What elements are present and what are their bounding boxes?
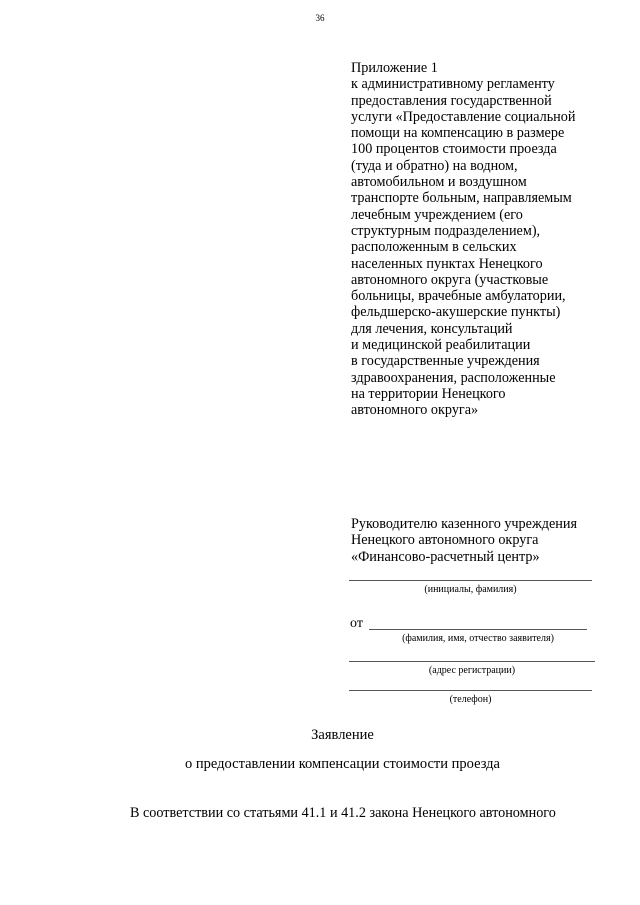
addressee-block (351, 516, 611, 565)
appendix-line: на территории Ненецкого (351, 385, 506, 402)
applicant-caption: (фамилия, имя, отчество заявителя) (402, 633, 554, 644)
addressee-line: «Финансово-расчетный центр» (351, 548, 540, 565)
appendix-line: (туда и обратно) на водном, (351, 157, 518, 174)
appendix-header (351, 60, 611, 419)
appendix-line: Приложение 1 (351, 60, 438, 76)
page-number: 36 (315, 13, 325, 23)
appendix-line: услуги «Предоставление социальной (351, 108, 576, 125)
appendix-line: здравоохранения, расположенные (351, 369, 556, 386)
appendix-line: населенных пунктах Ненецкого (351, 255, 543, 272)
appendix-line: в государственные учреждения (351, 353, 540, 370)
appendix-line: 100 процентов стоимости проезда (351, 141, 557, 158)
statement-subtitle: о предоставлении компенсации стоимости проезда (185, 756, 500, 772)
phone-caption: (телефон) (449, 694, 492, 705)
address-line[interactable] (349, 661, 595, 662)
appendix-line: и медицинской реабилитации (351, 337, 531, 354)
appendix-line: транспорте больным, направляемым (351, 190, 572, 207)
appendix-line: структурным подразделением), (351, 222, 541, 239)
initials-line[interactable] (349, 580, 592, 581)
appendix-line: автомобильном и воздушном (351, 174, 527, 191)
appendix-line: для лечения, консультаций (351, 320, 513, 337)
appendix-line: помощи на компенсацию в размере (351, 125, 565, 142)
appendix-line: предоставления государственной (351, 92, 552, 109)
appendix-line: расположенным в сельских (351, 239, 517, 256)
appendix-line: больницы, врачебные амбулатории, (351, 288, 566, 305)
addressee-line: Руководителю казенного учреждения (351, 516, 577, 532)
appendix-line: автономного округа» (351, 402, 479, 419)
appendix-line: фельдшерско-акушерские пункты) (351, 304, 561, 321)
appendix-line: к административному регламенту (351, 76, 555, 93)
phone-line[interactable] (349, 690, 592, 691)
appendix-line: лечебным учреждением (его (351, 206, 523, 223)
addressee-line: Ненецкого автономного округа (351, 532, 539, 549)
appendix-line: автономного округа (участковые (351, 271, 549, 288)
address-caption: (адрес регистрации) (428, 665, 516, 676)
from-label: от (350, 616, 363, 631)
statement-title: Заявление (311, 727, 374, 743)
initials-caption: (инициалы, фамилия) (424, 584, 517, 595)
applicant-line[interactable] (369, 629, 587, 630)
statement-body: В соответствии со статьями 41.1 и 41.2 закона Ненецкого автономного (130, 805, 556, 821)
